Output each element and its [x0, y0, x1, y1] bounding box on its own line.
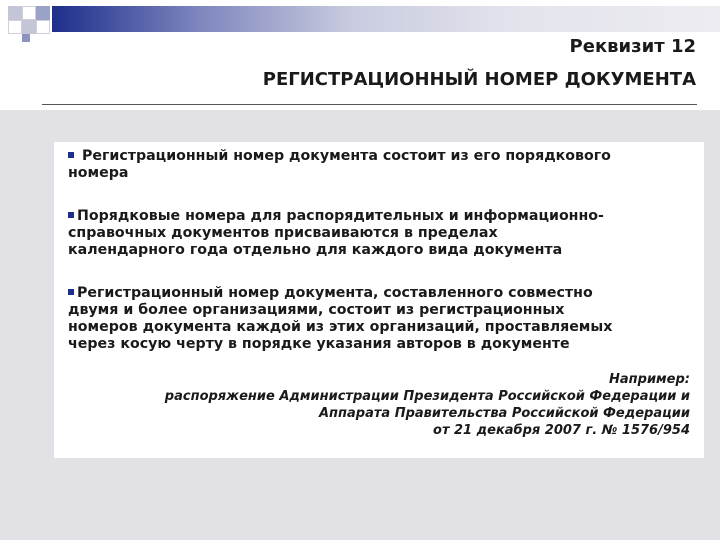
square-icon: [8, 20, 22, 34]
example-line: распоряжение Администрации Президента Российской Федерации и: [164, 389, 690, 404]
example-line: от 21 декабря 2007 г. № 1576/954: [433, 423, 690, 438]
bullet-text-line: номера: [68, 165, 129, 181]
bullet-text-line: Порядковые номера для распорядительных и информационно-: [77, 208, 604, 224]
square-bullet-icon: [68, 212, 74, 218]
bullet-item: [68, 285, 690, 353]
bullet-item: [68, 208, 690, 259]
bullet-text-line: календарного года отдельно для каждого вида документа: [68, 242, 563, 258]
example-line: Например:: [609, 372, 690, 387]
square-icon: [36, 20, 50, 34]
title-heading: РЕГИСТРАЦИОННЫЙ НОМЕР ДОКУМЕНТА: [262, 69, 696, 90]
example-reference: [68, 371, 690, 439]
bullet-text-line: Регистрационный номер документа состоит из его порядкового: [77, 148, 611, 164]
square-icon: [22, 34, 30, 42]
bullet-text-line: Регистрационный номер документа, составленного совместно: [77, 285, 593, 301]
square-bullet-icon: [68, 289, 74, 295]
square-icon: [22, 20, 36, 34]
gradient-bar: [52, 6, 720, 32]
slide-title: [263, 36, 696, 92]
square-bullet-icon: [68, 152, 74, 158]
example-line: Аппарата Правительства Российской Федерации: [318, 406, 690, 421]
square-icon: [22, 6, 36, 20]
square-icon: [8, 6, 22, 20]
title-divider: [42, 104, 697, 105]
content-panel: [54, 142, 704, 458]
bullet-text-line: справочных документов присваиваются в пределах: [68, 225, 498, 241]
square-icon: [36, 6, 50, 20]
bullet-text-line: двумя и более организациями, состоит из регистрационных: [68, 302, 565, 318]
bullet-text-line: номеров документа каждой из этих организаций, проставляемых: [68, 319, 613, 335]
bullet-text-line: через косую черту в порядке указания авторов в документе: [68, 336, 570, 352]
title-requisite: Реквизит 12: [569, 36, 696, 57]
bullet-item: [68, 148, 690, 182]
